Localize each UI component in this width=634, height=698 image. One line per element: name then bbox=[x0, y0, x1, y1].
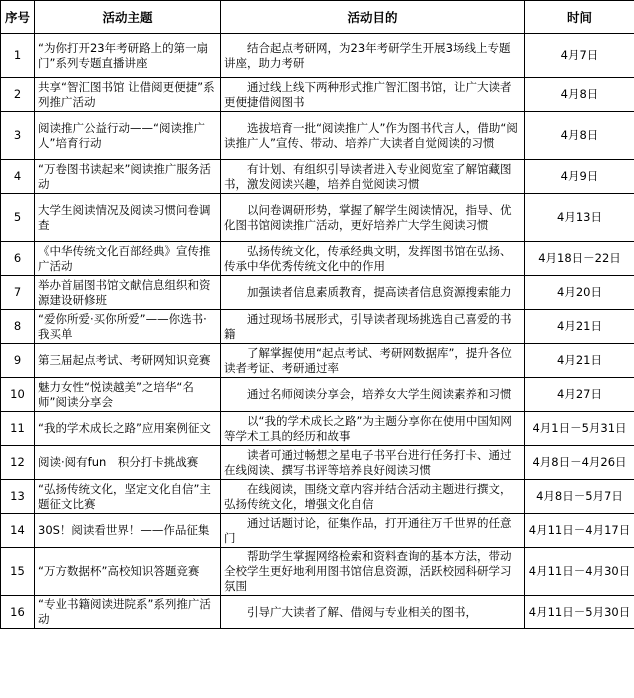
cell-no: 3 bbox=[1, 112, 35, 160]
cell-topic: 共享“智汇图书馆 让借阅更便捷”系列推广活动 bbox=[35, 78, 221, 112]
table-row bbox=[1, 548, 634, 596]
cell-no: 4 bbox=[1, 160, 35, 194]
header-purpose: 活动目的 bbox=[221, 1, 525, 34]
header-no: 序号 bbox=[1, 1, 35, 34]
table-row bbox=[1, 480, 634, 514]
cell-no: 8 bbox=[1, 310, 35, 344]
cell-topic: 大学生阅读情况及阅读习惯问卷调查 bbox=[35, 194, 221, 242]
table-row bbox=[1, 34, 634, 78]
cell-time: 4月11日－4月30日 bbox=[525, 548, 634, 596]
cell-purpose: 结合起点考研网，为23年考研学生开展3场线上专题讲座，助力考研 bbox=[221, 34, 525, 78]
cell-purpose: 选拔培育一批“阅读推广人”作为图书代言人，借助“阅读推广人”宣传、带动、培养广大读者自觉阅读的习惯 bbox=[221, 112, 525, 160]
cell-topic: “万卷图书读起来”阅读推广服务活动 bbox=[35, 160, 221, 194]
cell-time: 4月8日－4月26日 bbox=[525, 446, 634, 480]
cell-time: 4月21日 bbox=[525, 344, 634, 378]
cell-topic: 阅读·阅有fun 积分打卡挑战赛 bbox=[35, 446, 221, 480]
cell-purpose: 加强读者信息素质教育，提高读者信息资源搜索能力 bbox=[221, 276, 525, 310]
cell-time: 4月9日 bbox=[525, 160, 634, 194]
table-row bbox=[1, 412, 634, 446]
cell-time: 4月27日 bbox=[525, 378, 634, 412]
cell-purpose: 以问卷调研形势，掌握了解学生阅读情况，指导、优化图书馆阅读推广活动，更好培养广大学生阅读习惯 bbox=[221, 194, 525, 242]
table-row bbox=[1, 310, 634, 344]
cell-topic: “万方数据杯”高校知识答题竞赛 bbox=[35, 548, 221, 596]
cell-time: 4月20日 bbox=[525, 276, 634, 310]
cell-purpose: 有计划、有组织引导读者进入专业阅览室了解馆藏图书，激发阅读兴趣，培养自觉阅读习惯 bbox=[221, 160, 525, 194]
table-row bbox=[1, 276, 634, 310]
cell-topic: 30S！阅读看世界！——作品征集 bbox=[35, 514, 221, 548]
cell-time: 4月8日 bbox=[525, 78, 634, 112]
cell-time: 4月8日－5月7日 bbox=[525, 480, 634, 514]
cell-time: 4月1日－5月31日 bbox=[525, 412, 634, 446]
cell-time: 4月11日－5月30日 bbox=[525, 596, 634, 629]
cell-time: 4月7日 bbox=[525, 34, 634, 78]
cell-topic: 《中华传统文化百部经典》宣传推广活动 bbox=[35, 242, 221, 276]
cell-no: 1 bbox=[1, 34, 35, 78]
cell-purpose: 引导广大读者了解、借阅与专业相关的图书， bbox=[221, 596, 525, 629]
cell-purpose: 了解掌握使用“起点考试、考研网数据库”，提升各位读者考证、考研通过率 bbox=[221, 344, 525, 378]
table-body bbox=[1, 34, 634, 629]
cell-no: 5 bbox=[1, 194, 35, 242]
header-time: 时间 bbox=[525, 1, 634, 34]
cell-no: 12 bbox=[1, 446, 35, 480]
header-topic: 活动主题 bbox=[35, 1, 221, 34]
cell-purpose: 通过话题讨论，征集作品，打开通往万千世界的任意门 bbox=[221, 514, 525, 548]
cell-purpose: 帮助学生掌握网络检索和资料查询的基本方法，带动全校学生更好地利用图书馆信息资源，活跃校园科研学习氛围 bbox=[221, 548, 525, 596]
cell-no: 6 bbox=[1, 242, 35, 276]
cell-topic: 阅读推广公益行动——“阅读推广人”培育行动 bbox=[35, 112, 221, 160]
cell-no: 7 bbox=[1, 276, 35, 310]
cell-purpose: 读者可通过畅想之星电子书平台进行任务打卡、通过在线阅读、撰写书评等培养良好阅读习惯 bbox=[221, 446, 525, 480]
cell-purpose: 通过现场书展形式，引导读者现场挑选自己喜爱的书籍 bbox=[221, 310, 525, 344]
cell-time: 4月18日－22日 bbox=[525, 242, 634, 276]
cell-purpose: 通过线上线下两种形式推广智汇图书馆，让广大读者更便捷借阅图书 bbox=[221, 78, 525, 112]
cell-purpose: 以“我的学术成长之路”为主题分享你在使用中国知网等学术工具的经历和故事 bbox=[221, 412, 525, 446]
cell-topic: 第三届起点考试、考研网知识竞赛 bbox=[35, 344, 221, 378]
table-row bbox=[1, 514, 634, 548]
cell-time: 4月11日－4月17日 bbox=[525, 514, 634, 548]
cell-topic: 魅力女性“悦读越美”之培华“名师”阅读分享会 bbox=[35, 378, 221, 412]
table-row bbox=[1, 242, 634, 276]
table-row bbox=[1, 112, 634, 160]
cell-no: 13 bbox=[1, 480, 35, 514]
cell-no: 9 bbox=[1, 344, 35, 378]
table-row bbox=[1, 78, 634, 112]
cell-topic: “专业书籍阅读进院系”系列推广活动 bbox=[35, 596, 221, 629]
cell-topic: “爱你所爱·买你所爱”——你选书·我买单 bbox=[35, 310, 221, 344]
cell-no: 10 bbox=[1, 378, 35, 412]
cell-no: 14 bbox=[1, 514, 35, 548]
cell-purpose: 弘扬传统文化，传承经典文明，发挥图书馆在弘扬、传承中华优秀传统文化中的作用 bbox=[221, 242, 525, 276]
table-row bbox=[1, 160, 634, 194]
table-header-row bbox=[1, 1, 634, 34]
table-row bbox=[1, 344, 634, 378]
cell-no: 11 bbox=[1, 412, 35, 446]
table-row bbox=[1, 194, 634, 242]
cell-topic: “弘扬传统文化，坚定文化自信”主题征文比赛 bbox=[35, 480, 221, 514]
table-row bbox=[1, 378, 634, 412]
cell-no: 16 bbox=[1, 596, 35, 629]
cell-no: 15 bbox=[1, 548, 35, 596]
table-row bbox=[1, 596, 634, 629]
cell-time: 4月8日 bbox=[525, 112, 634, 160]
cell-topic: 举办首届图书馆文献信息组织和资源建设研修班 bbox=[35, 276, 221, 310]
cell-purpose: 在线阅读，围绕文章内容并结合活动主题进行撰文，弘扬传统文化，增强文化自信 bbox=[221, 480, 525, 514]
cell-topic: “我的学术成长之路”应用案例征文 bbox=[35, 412, 221, 446]
table-row bbox=[1, 446, 634, 480]
cell-topic: “为你打开23年考研路上的第一扇门”系列专题直播讲座 bbox=[35, 34, 221, 78]
cell-no: 2 bbox=[1, 78, 35, 112]
cell-time: 4月21日 bbox=[525, 310, 634, 344]
cell-time: 4月13日 bbox=[525, 194, 634, 242]
cell-purpose: 通过名师阅读分享会，培养女大学生阅读素养和习惯 bbox=[221, 378, 525, 412]
